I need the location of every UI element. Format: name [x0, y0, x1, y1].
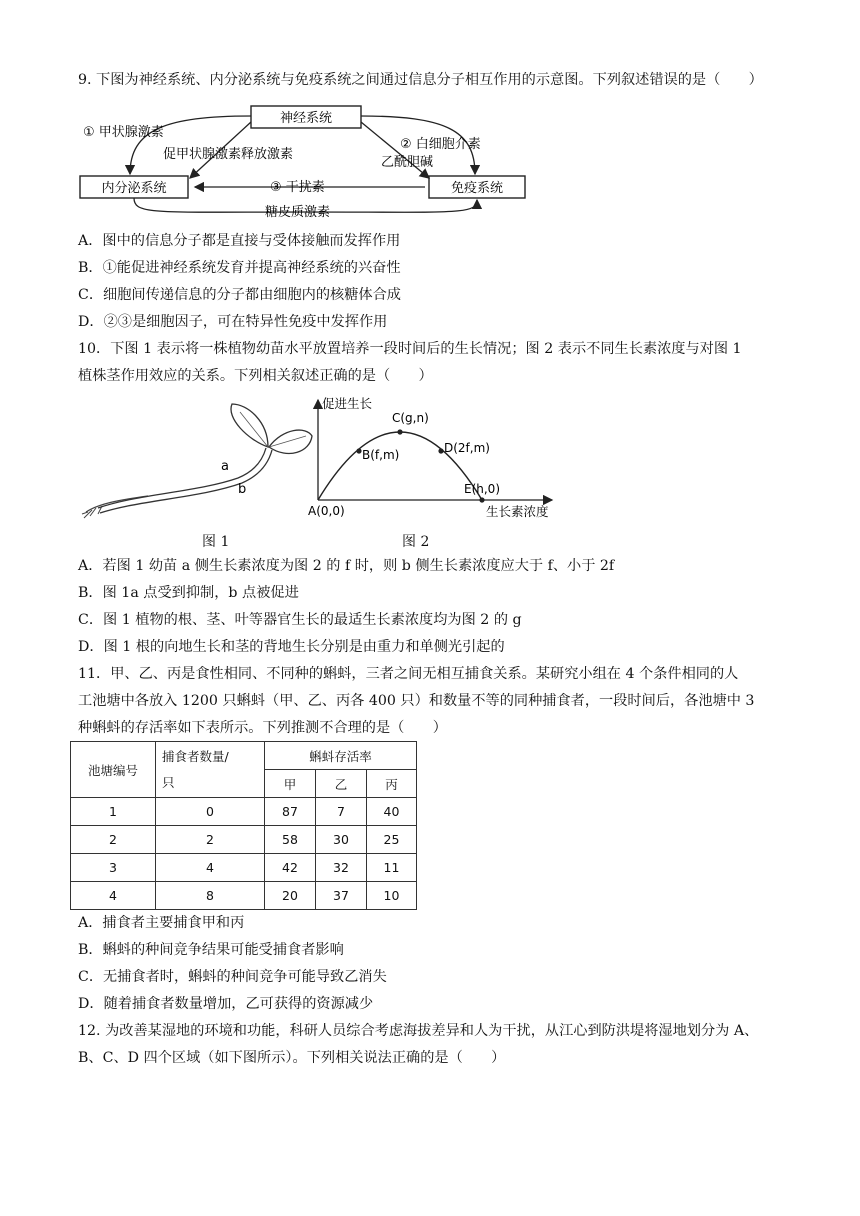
fig2-point-a: A(0,0) [308, 504, 345, 518]
q10-stem-line2: 植株茎作用效应的关系。下列相关叙述正确的是（ ） [78, 368, 433, 384]
label-acetylcholine: 乙酰胆碱 [381, 155, 434, 170]
endocrine-system-box: 内分泌系统 [101, 181, 167, 196]
table-cell: 37 [316, 882, 367, 910]
table-cell: 40 [367, 798, 417, 826]
table-cell: 1 [71, 798, 156, 826]
label-trh: 促甲状腺激素释放激素 [163, 147, 294, 162]
fig2-ylabel: 促进生长 [322, 396, 373, 411]
fig2-point-d: D(2f,m) [444, 441, 490, 455]
fig2-point-b: B(f,m) [362, 448, 400, 462]
q12-stem-line2: B、C、D 四个区域（如下图所示）。下列相关说法正确的是（ ） [78, 1050, 506, 1066]
header-species-jia: 甲 [265, 770, 316, 798]
fig2-xlabel: 生长素浓度 [486, 504, 549, 519]
q12-stem-line1: 12. 为改善某湿地的环境和功能，科研人员综合考虑海拔差异和人为干扰，从江心到防洪堤将湿地划分为 A、 [78, 1023, 759, 1039]
q9-option-a: A．图中的信息分子都是直接与受体接触而发挥作用 [78, 233, 401, 249]
table-cell: 58 [265, 826, 316, 854]
table-row [71, 826, 417, 854]
q10-figure2 [300, 392, 565, 524]
q11-option-d: D．随着捕食者数量增加，乙可获得的资源减少 [78, 996, 374, 1012]
label-glucocorticoid: 糖皮质激素 [265, 205, 331, 220]
fig1-label-a: a [221, 459, 229, 474]
header-species-yi: 乙 [316, 770, 367, 798]
label-thyroid-hormone: ① 甲状腺激素 [83, 125, 164, 140]
table-cell: 25 [367, 826, 417, 854]
table-cell: 42 [265, 854, 316, 882]
q10-option-a: A．若图 1 幼苗 a 侧生长素浓度为图 2 的 f 时，则 b 侧生长素浓度应大于 f、小于 2f [78, 558, 615, 574]
fig1-caption: 图 1 [202, 534, 230, 550]
table-cell: 87 [265, 798, 316, 826]
table-cell: 7 [316, 798, 367, 826]
table-cell: 2 [71, 826, 156, 854]
table-row [71, 798, 417, 826]
q9-diagram [75, 100, 535, 225]
header-survival-rate: 蝌蚪存活率 [265, 742, 417, 770]
q10-stem-line1: 10．下图 1 表示将一株植物幼苗水平放置培养一段时间后的生长情况；图 2 表示不同生长素浓度与对图 1 [78, 341, 742, 357]
q11-option-c: C．无捕食者时，蝌蚪的种间竞争可能导致乙消失 [78, 969, 387, 985]
fig1-label-b: b [238, 482, 247, 497]
survival-table [70, 741, 417, 910]
header-species-bing: 丙 [367, 770, 417, 798]
table-cell: 4 [71, 882, 156, 910]
table-cell: 10 [367, 882, 417, 910]
label-interferon: ③ 干扰素 [270, 180, 325, 195]
q11-stem-line3: 种蝌蚪的存活率如下表所示。下列推测不合理的是（ ） [78, 720, 447, 736]
table-cell: 4 [156, 854, 265, 882]
header-pond-number: 池塘编号 [71, 742, 156, 798]
fig2-caption: 图 2 [402, 534, 430, 550]
table-cell: 8 [156, 882, 265, 910]
table-cell: 20 [265, 882, 316, 910]
q10-option-d: D．图 1 根的向地生长和茎的背地生长分别是由重力和单侧光引起的 [78, 639, 505, 655]
q10-option-b: B．图 1a 点受到抑制，b 点被促进 [78, 585, 299, 601]
q11-option-a: A．捕食者主要捕食甲和丙 [78, 915, 245, 931]
label-interleukin: ② 白细胞介素 [400, 137, 481, 152]
q11-option-b: B．蝌蚪的种间竞争结果可能受捕食者影响 [78, 942, 344, 958]
table-cell: 3 [71, 854, 156, 882]
header-predator-count: 捕食者数量/ 只 [156, 742, 265, 798]
q9-option-c: C．细胞间传递信息的分子都由细胞内的核糖体合成 [78, 287, 401, 303]
q11-stem-line1: 11．甲、乙、丙是食性相同、不同种的蝌蚪，三者之间无相互捕食关系。某研究小组在 4 个条件相同的人 [78, 666, 739, 682]
table-cell: 30 [316, 826, 367, 854]
q9-stem: 9. 下图为神经系统、内分泌系统与免疫系统之间通过信息分子相互作用的示意图。下列叙述错误的是（ ） [78, 72, 763, 88]
table-cell: 11 [367, 854, 417, 882]
table-cell: 32 [316, 854, 367, 882]
q9-option-d: D．②③是细胞因子，可在特异性免疫中发挥作用 [78, 314, 388, 330]
nervous-system-box: 神经系统 [279, 111, 333, 126]
q9-option-b: B．①能促进神经系统发育并提高神经系统的兴奋性 [78, 260, 401, 276]
table-row [71, 854, 417, 882]
table-cell: 2 [156, 826, 265, 854]
q10-option-c: C．图 1 植物的根、茎、叶等器官生长的最适生长素浓度均为图 2 的 g [78, 612, 522, 628]
immune-system-box: 免疫系统 [450, 181, 504, 196]
fig2-point-c: C(g,n) [392, 411, 429, 425]
q10-figure1 [78, 400, 318, 525]
table-row [71, 882, 417, 910]
table-cell: 0 [156, 798, 265, 826]
fig2-point-e: E(h,0) [464, 482, 500, 496]
q11-stem-line2: 工池塘中各放入 1200 只蝌蚪（甲、乙、丙各 400 只）和数量不等的同种捕食者，一段时间后，各池塘中 3 [78, 693, 755, 709]
